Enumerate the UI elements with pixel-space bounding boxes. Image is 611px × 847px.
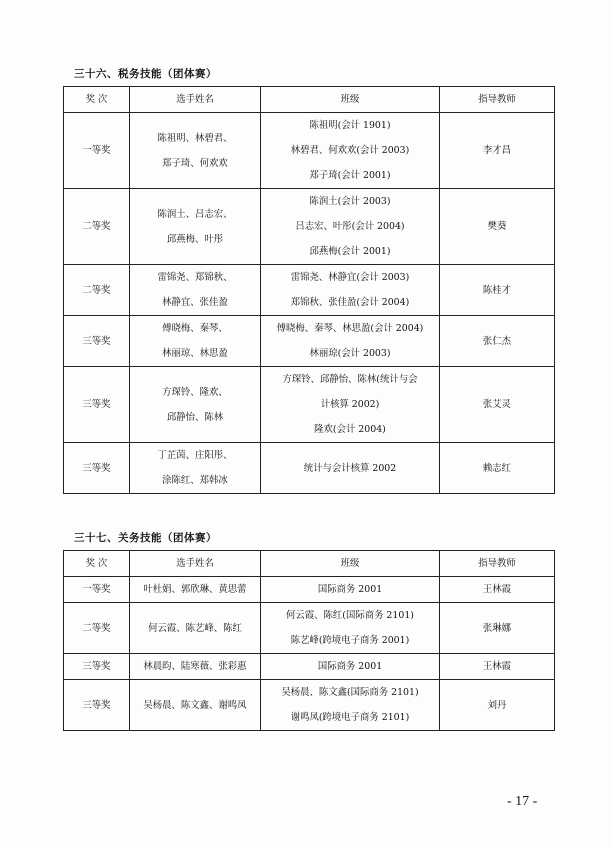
names-line: 陈润土、吕志宏、: [157, 208, 233, 220]
award-cell: 三等奖: [64, 654, 130, 680]
award-cell: 一等奖: [64, 113, 130, 189]
table-row: [64, 577, 555, 603]
instructor-cell: 张艾灵: [440, 367, 555, 443]
class-cell: [261, 189, 440, 265]
class-line: 郑锦秋、张佳盈(会计 2004): [290, 297, 410, 308]
class-line: 雷锦尧、林静宜(会计 2003): [290, 272, 410, 283]
award-cell: 三等奖: [64, 443, 130, 494]
names-line: 丁芷茵、庄阳彤、: [157, 450, 233, 461]
names-cell: [130, 113, 261, 189]
instructor-cell: 陈桂才: [440, 265, 555, 316]
names-cell: [130, 603, 261, 654]
class-line: 陈艺峰(跨境电子商务 2001): [290, 635, 410, 646]
award-cell: 二等奖: [64, 603, 130, 654]
class-line: 国际商务 2001: [317, 584, 383, 595]
names-line: 方琛铃、隆欢、: [162, 386, 228, 398]
header-class: 班级: [261, 551, 440, 577]
header-contestant-names: 选手姓名: [130, 87, 261, 113]
class-line: 林碧君、何欢欢(会计 2003): [290, 145, 410, 156]
names-cell: [130, 316, 261, 367]
instructor-cell: 张仁杰: [440, 316, 555, 367]
instructor-cell: 张琳娜: [440, 603, 555, 654]
instructor-cell: 李才昌: [440, 113, 555, 189]
award-cell: 二等奖: [64, 189, 130, 265]
section-36-title: 三十六、税务技能（团体赛）: [74, 68, 217, 80]
names-line: 林静宜、张佳盈: [162, 297, 228, 308]
names-cell: [130, 265, 261, 316]
table-row: [64, 113, 555, 189]
class-cell: [261, 316, 440, 367]
table-header-row: [64, 551, 555, 577]
header-contestant-names: 选手姓名: [130, 551, 261, 577]
names-cell: [130, 577, 261, 603]
table-row: [64, 367, 555, 443]
header-instructor: 指导教师: [440, 87, 555, 113]
table-row: [64, 265, 555, 316]
class-line: 傅晓梅、秦琴、林思盈(会计 2004): [276, 323, 424, 334]
names-line: 陈祖明、林碧君、: [157, 132, 233, 144]
class-cell: [261, 265, 440, 316]
names-line: 何云霞、陈艺峰、陈红: [148, 622, 242, 634]
class-line: 吴杨晨、陈文鑫(国际商务 2101): [281, 687, 419, 698]
award-cell: 一等奖: [64, 577, 130, 603]
names-cell: [130, 367, 261, 443]
class-line: 何云霞、陈红(国际商务 2101): [286, 610, 414, 621]
table-row: [64, 316, 555, 367]
header-award: 奖 次: [64, 87, 130, 113]
class-line: 隆欢(会计 2004): [314, 424, 386, 435]
names-line: 雷锦尧、郑锦秋、: [157, 272, 233, 283]
class-line: 陈润土(会计 2003): [309, 196, 391, 207]
page-number: - 17 -: [507, 794, 538, 809]
instructor-cell: 王林霞: [440, 577, 555, 603]
names-line: 邱燕梅、叶彤: [166, 233, 224, 245]
names-line: 郑子琦、何欢欢: [162, 157, 228, 169]
names-line: 叶杜娟、郭欣琳、黄思蕾: [143, 584, 247, 595]
header-class: 班级: [261, 87, 440, 113]
class-line: 郑子琦(会计 2001): [309, 170, 391, 181]
names-line: 吴杨晨、陈文鑫、谢鸣凤: [143, 699, 247, 711]
instructor-cell: 樊葵: [440, 189, 555, 265]
names-cell: [130, 654, 261, 680]
class-cell: [261, 603, 440, 654]
names-cell: [130, 680, 261, 731]
class-cell: [261, 577, 440, 603]
table-row: [64, 680, 555, 731]
class-line: 计核算 2002): [320, 399, 380, 410]
table-row: [64, 189, 555, 265]
names-line: 林丽琼、林思盈: [162, 348, 228, 359]
instructor-cell: 赖志红: [440, 443, 555, 494]
names-line: 涂陈红、郑韩冰: [162, 475, 228, 486]
table-header-row: [64, 87, 555, 113]
class-line: 谢鸣凤(跨境电子商务 2101): [290, 712, 410, 723]
table-row: [64, 603, 555, 654]
class-line: 国际商务 2001: [317, 661, 383, 672]
table-row: [64, 654, 555, 680]
class-line: 林丽琼(会计 2003): [309, 348, 391, 359]
tax-skills-award-table: [63, 86, 555, 494]
table-row: [64, 443, 555, 494]
class-cell: [261, 654, 440, 680]
instructor-cell: 王林霞: [440, 654, 555, 680]
class-line: 吕志宏、叶彤(会计 2004): [295, 221, 405, 232]
names-line: 傅晓梅、秦琴、: [162, 323, 228, 334]
class-line: 陈祖明(会计 1901): [309, 120, 391, 131]
instructor-cell: 刘丹: [440, 680, 555, 731]
award-cell: 二等奖: [64, 265, 130, 316]
award-cell: 三等奖: [64, 316, 130, 367]
header-instructor: 指导教师: [440, 551, 555, 577]
class-line: 邱燕梅(会计 2001): [309, 246, 391, 257]
class-line: 方琛铃、邱静怡、陈林(统计与会: [282, 374, 418, 385]
names-cell: [130, 443, 261, 494]
class-cell: [261, 443, 440, 494]
header-award: 奖 次: [64, 551, 130, 577]
class-cell: [261, 367, 440, 443]
class-cell: [261, 680, 440, 731]
class-line: 统计与会计核算 2002: [303, 462, 397, 474]
class-cell: [261, 113, 440, 189]
names-cell: [130, 189, 261, 265]
section-37-title: 三十七、关务技能（团体赛）: [74, 532, 217, 544]
award-cell: 三等奖: [64, 367, 130, 443]
customs-skills-award-table: [63, 550, 555, 731]
names-line: 林晨昀、陆寒薇、张彩惠: [143, 661, 247, 672]
names-line: 邱静怡、陈林: [166, 411, 224, 423]
award-cell: 三等奖: [64, 680, 130, 731]
